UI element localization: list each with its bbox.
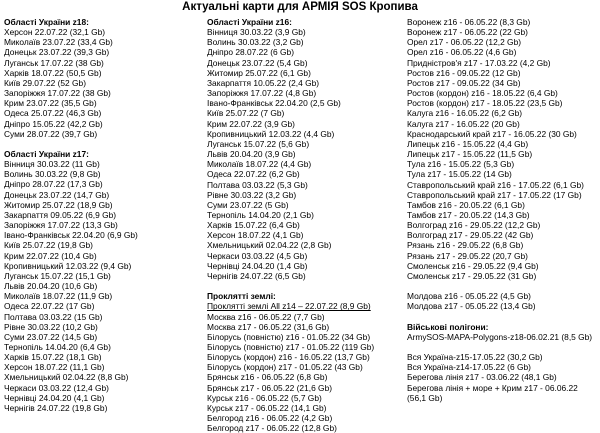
map-entry: Черкаси 03.03.22 (12,4 Gb) [4, 382, 109, 393]
map-entry: Львів 20.04.20 (10,6 Gb) [4, 281, 98, 292]
map-entry: Білорусь (кордон) z17 - 01.05.22 (43 Gb) [207, 362, 363, 373]
map-entry: Білорусь (кордон) z16 - 16.05.22 (13,7 Gb) [207, 352, 370, 363]
map-entry: Воронеж z16 - 06.05.22 (8,3 Gb) [407, 17, 531, 27]
section-heading: Військові полігони: [407, 321, 489, 332]
spacer [407, 312, 597, 322]
spacer [407, 281, 597, 291]
section-heading: Області України z17: [4, 149, 89, 160]
map-entry: Ставропольський край z17 - 17.05.22 (17 Gb) [407, 189, 582, 200]
map-entry: Миколаїв 23.07.22 (33,4 Gb) [4, 37, 113, 48]
map-entry: Орел z16 - 06.05.22 (4,6 Gb) [407, 47, 517, 58]
map-entry: Дніпро 28.07.22 (17,3 Gb) [4, 179, 103, 190]
map-entry: Білорусь (повністю) z16 - 01.05.22 (34 Gb) [207, 331, 371, 342]
map-entry: Смоленськ z17 - 29.05.22 (31 Gb) [407, 270, 537, 281]
map-entry: Калуга z16 - 16.05.22 (6,2 Gb) [407, 108, 523, 119]
map-entry: Москва z17 - 06.05.22 (31,6 Gb) [207, 321, 330, 332]
map-entry: Тернопіль 14.04.20 (2,1 Gb) [207, 209, 314, 220]
map-entry: Полтава 03.03.22 (15 Gb) [4, 311, 103, 322]
map-entry: Краснодарський край z17 - 16.05.22 (30 Gb) [407, 128, 577, 139]
map-entry: Берегова лінія + море + Крим z17 - 06.06.22 (56,1 Gb) [407, 382, 578, 403]
map-entry: Донецьк 23.07.22 (39,3 Gb) [4, 47, 110, 58]
map-entry: Хмельницький 02.04.22 (8,8 Gb) [4, 372, 129, 383]
map-entry: Полтава 03.03.22 (5,3 Gb) [207, 179, 308, 190]
map-entry: Придністров'я z17 - 17.03.22 (4,2 Gb) [407, 57, 551, 68]
map-entry: Рязань z16 - 29.05.22 (6,8 Gb) [407, 240, 524, 251]
column-3 [407, 17, 597, 403]
map-entry: Крим 23.07.22 (35,5 Gb) [4, 98, 97, 109]
map-entry: Белгород z16 - 06.05.22 (4,2 Gb) [207, 413, 333, 424]
map-entry: Хмельницький 02.04.22 (2,8 Gb) [207, 240, 332, 251]
map-entry: Одеса 25.07.22 (46,3 Gb) [4, 108, 102, 119]
spacer [407, 342, 597, 352]
map-entry: Кропивницький 12.03.22 (9,4 Gb) [4, 260, 132, 271]
map-entry: Закарпаття 09.05.22 (6,9 Gb) [4, 209, 117, 220]
map-entry: Житомир 25.07.22 (6,1 Gb) [207, 67, 311, 78]
map-entry: Білорусь (повністю) z17 - 01.05.22 (119 Gb) [207, 341, 375, 352]
map-entry: Берегова лінія z17 - 03.06.22 (48,1 Gb) [407, 372, 557, 383]
map-entry: Дніпро 28.07.22 (6 Gb) [207, 47, 294, 58]
map-entry: Київ 29.07.22 (52 Gb) [4, 77, 86, 88]
map-entry: Волинь 30.03.22 (9,8 Gb) [4, 169, 101, 180]
map-entry: Тамбов z17 - 20.05.22 (14,3 Gb) [407, 209, 530, 220]
map-entry: Черкаси 03.03.22 (4,5 Gb) [207, 250, 308, 261]
map-entry: Запоріжжя 17.07.22 (4,8 Gb) [207, 88, 317, 99]
map-entry: Ростов (кордон) z17 - 18.05.22 (23,5 Gb) [407, 98, 563, 109]
map-entry: Смоленськ z16 - 29.05.22 (9,4 Gb) [407, 260, 539, 271]
map-entry: Брянськ z17 - 06.05.22 (21,6 Gb) [207, 382, 333, 393]
map-entry: Крим 22.07.22 (10,4 Gb) [4, 250, 97, 261]
page-title: Актуальні карти для АРМІЯ SOS Кропива [182, 1, 418, 13]
map-entry: Суми 23.07.22 (14,5 Gb) [4, 331, 98, 342]
map-entry: Тамбов z16 - 20.05.22 (6,1 Gb) [407, 199, 525, 210]
map-entry: Чернівці 24.04.20 (1,4 Gb) [207, 260, 308, 271]
map-entry: Чернігів 24.07.22 (6,5 Gb) [207, 270, 306, 281]
map-entry: Херсон 22.07.22 (32,1 Gb) [4, 27, 106, 38]
map-entry: Львів 20.04.20 (3,9 Gb) [207, 149, 296, 160]
map-entry: Луганськ 15.07.22 (15,1 Gb) [4, 270, 111, 281]
map-entry: Липецьк z17 - 15.05.22 (11,5 Gb) [407, 149, 533, 160]
map-entry: Миколаїв 18.07.22 (11,9 Gb) [4, 291, 113, 302]
map-entry: Херсон 18.07.22 (4,1 Gb) [207, 230, 304, 241]
section-heading: Області України z18: [4, 17, 89, 27]
map-entry: Курськ z17 - 06.05.22 (14,1 Gb) [207, 402, 327, 413]
map-entry: Донецьк 23.07.22 (14,7 Gb) [4, 189, 110, 200]
map-entry: Волгоград z16 - 29.05.22 (12,2 Gb) [407, 220, 541, 231]
map-entry: Воронеж z17 - 06.05.22 (22 Gb) [407, 27, 528, 38]
map-entry: Закарпаття 10.05.22 (2,4 Gb) [207, 77, 320, 88]
map-entry: Вся Україна-z14-17.05.22 (6 Gb) [407, 362, 531, 373]
map-entry: Івано-Франківськ 22.04.20 (6,9 Gb) [4, 230, 138, 241]
map-entry: Чернівці 24.04.20 (4,1 Gb) [4, 392, 105, 403]
map-entry: Волгоград z17 - 29.05.22 (42 Gb) [407, 230, 534, 241]
map-entry: Липецьк z16 - 15.05.22 (4,4 Gb) [407, 138, 529, 149]
column-2 [207, 17, 405, 433]
column-1 [4, 17, 204, 413]
map-entry: Рівне 30.03.22 (3,2 Gb) [207, 189, 297, 200]
map-entry: Харків 15.07.22 (6,4 Gb) [207, 220, 300, 231]
map-entry: Молдова z17 - 05.05.22 (13,4 Gb) [407, 301, 536, 312]
map-entry: Вінниця 30.03.22 (11 Gb) [4, 159, 100, 170]
map-entry: Волинь 30.03.22 (3,2 Gb) [207, 37, 304, 48]
map-entry: Запоріжжя 17.07.22 (38 Gb) [4, 88, 111, 99]
map-entry: Івано-Франківськ 22.04.20 (2,5 Gb) [207, 98, 341, 109]
map-entry: Рівне 30.03.22 (10,2 Gb) [4, 321, 98, 332]
section-heading: Проклятті землі: [207, 291, 276, 302]
map-entry: Одеса 22.07.22 (17 Gb) [4, 301, 95, 312]
map-entry: Крим 22.07.22 (3,9 Gb) [207, 118, 295, 129]
map-entry: Тернопіль 14.04.20 (6,4 Gb) [4, 341, 111, 352]
map-entry: Суми 28.07.22 (39,7 Gb) [4, 128, 98, 139]
map-entry: Калуга z17 - 16.05.22 (20 Gb) [407, 118, 520, 129]
spacer [207, 281, 405, 291]
spacer [4, 139, 204, 149]
map-entry: Запоріжжя 17.07.22 (13,3 Gb) [4, 220, 118, 231]
map-entry: Дніпро 15.05.22 (42,2 Gb) [4, 118, 103, 129]
map-entry: Вінниця 30.03.22 (3,9 Gb) [207, 27, 306, 38]
map-entry: Молдова z16 - 05.05.22 (4,5 Gb) [407, 291, 531, 302]
map-entry: Брянськ z16 - 06.05.22 (6,8 Gb) [207, 372, 328, 383]
section-heading: Області України z16: [207, 17, 292, 27]
map-entry: Ростов z17 - 09.05.22 (34 Gb) [407, 77, 521, 88]
map-entry: Москва z16 - 06.05.22 (7,7 Gb) [207, 311, 325, 322]
map-entry: Харків 18.07.22 (50,5 Gb) [4, 67, 102, 78]
map-entry: Київ 25.07.22 (19,8 Gb) [4, 240, 93, 251]
map-entry: Белгород z17 - 06.05.22 (12,8 Gb) [207, 423, 337, 433]
map-entry: Луганськ 15.07.22 (5,6 Gb) [207, 138, 310, 149]
map-entry: Донецьк 23.07.22 (5,4 Gb) [207, 57, 308, 68]
map-entry: Ставропольський край z16 - 17.05.22 (6,1 Gb) [407, 179, 584, 190]
map-entry: Тула z17 - 15.05.22 (14 Gb) [407, 169, 512, 180]
map-entry: ArmySOS-MAPA-Polygons-z18-06.02.21 (8,5 Gb) [407, 331, 593, 342]
map-link[interactable]: Проклятті землі All z14 – 22.07.22 (8,9 Gb) [207, 301, 371, 312]
map-entry: Ростов (кордон) z16 - 18.05.22 (6,4 Gb) [407, 88, 558, 99]
map-entry: Курськ z16 - 06.05.22 (5,7 Gb) [207, 392, 322, 403]
map-entry: Київ 25.07.22 (7 Gb) [207, 108, 285, 119]
map-entry: Харків 15.07.22 (18,1 Gb) [4, 352, 102, 363]
map-entry: Тула z16 - 15.05.22 (5,3 Gb) [407, 159, 515, 170]
map-entry: Миколаїв 18.07.22 (4,4 Gb) [207, 159, 312, 170]
map-entry: Чернігів 24.07.22 (19,8 Gb) [4, 402, 108, 413]
map-entry: Суми 23.07.22 (5 Gb) [207, 199, 289, 210]
map-entry: Херсон 18.07.22 (11,1 Gb) [4, 362, 105, 373]
map-entry: Рязань z17 - 29.05.22 (20,7 Gb) [407, 250, 528, 261]
map-entry: Вся Україна-z15-17.05.22 (30,2 Gb) [407, 352, 543, 363]
map-entry: Луганськ 17.07.22 (38 Gb) [4, 57, 104, 68]
map-entry: Орел z17 - 06.05.22 (12,2 Gb) [407, 37, 522, 48]
map-entry: Житомир 25.07.22 (18,9 Gb) [4, 199, 113, 210]
map-entry: Кропивницький 12.03.22 (4,4 Gb) [207, 128, 335, 139]
map-entry: Ростов z16 - 09.05.22 (12 Gb) [407, 67, 521, 78]
map-entry: Одеса 22.07.22 (6,2 Gb) [207, 169, 300, 180]
